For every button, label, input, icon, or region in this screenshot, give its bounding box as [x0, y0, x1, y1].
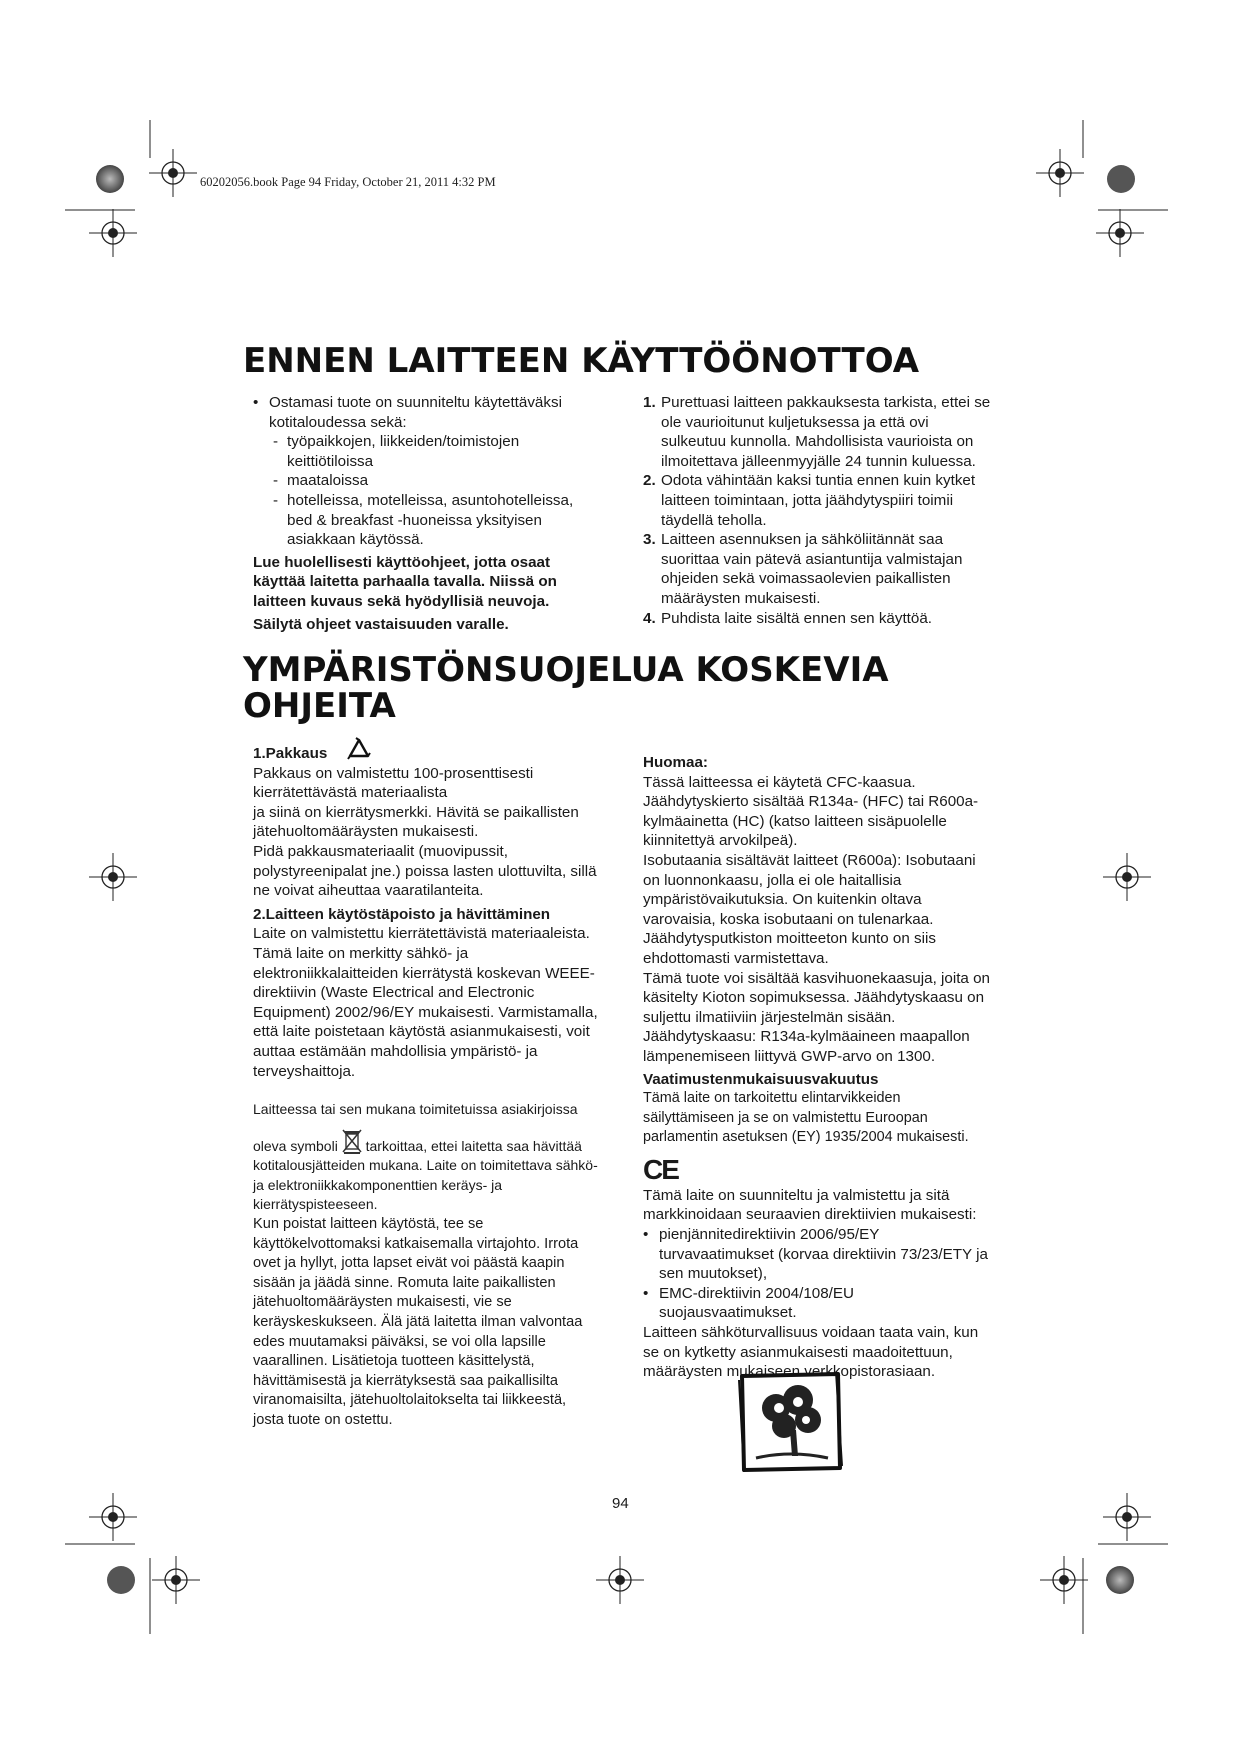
starburst-top-left: [96, 165, 124, 193]
packaging-text-3: Pidä pakkausmateriaalit (muovipussit, polystyreenipalat jne.) poissa lasten ulottuvilta, sillä ne voivat aiheuttaa vaaratilanteita.: [253, 842, 597, 900]
conformity-text-2: Tämä laite on suunniteltu ja valmistettu ja sitä markkinoidaan seuraavien direktiivien mukaisesti:: [643, 1186, 977, 1224]
packaging-text-1: Pakkaus on valmistettu 100-prosenttisesti kierrätettävästä materiaalista: [253, 764, 534, 802]
step-number: 4.: [643, 609, 656, 627]
weee-bin-icon: [342, 1128, 362, 1154]
disposal-text-3a: Laitteessa tai sen mukana toimitetuissa asiakirjoissa: [253, 1101, 578, 1118]
note-text-2: Isobutaania sisältävät laitteet (R600a): Isobutaani on luonnonkaasu, jolla ei ole haitallisia ympäristövaikutuksia. On kuitenkin oltava varovaisia, koska isobutaani on tulenarkaa. Jäähdytysputkiston moitteeton kunto on siis ehdottomasti varmistettava.: [643, 851, 976, 967]
intro-dash-3: - hotelleissa, motelleissa, asuntohotelleissa, bed & breakfast -huoneissa yksityisen asiakkaan käytössä.: [253, 491, 598, 550]
step-text: Odota vähintään kaksi tuntia ennen kuin kytket laitteen toimintaan, jotta jäähdytyspiiri toimii täydellä teholla.: [661, 472, 976, 529]
intro-bullet: • Ostamasi tuote on suunniteltu käytettäväksi kotitaloudessa sekä:: [253, 393, 598, 432]
recycle-icon: [346, 737, 372, 761]
step-4: [643, 609, 993, 629]
step-text: Purettuasi laitteen pakkauksesta tarkista, ettei se ole vaurioitunut kuljetuksessa ja että ovi sulkeutuu kunnolla. Mahdollisista vaurioista on ilmoitettava jälleenmyyjälle 24 tunnin kuluessa.: [661, 394, 991, 470]
steps-column: [643, 393, 993, 628]
step-number: 2.: [643, 472, 656, 490]
symbol-meaning: tarkoittaa, ettei laitetta saa hävittää kotitalousjätteiden mukana. Laite on toimitettava sähkö- ja elektroniikkakomponenttien keräys- ja kierrätyspisteeseen.: [253, 1137, 598, 1213]
disposal-text-3b: [253, 1137, 598, 1215]
conformity-text-3: Laitteen sähköturvallisuus voidaan taata vain, kun se on kytketty asianmukaisesti maadoitettuun, määräysten mukaiseen verkkopistorasiaan.: [643, 1324, 979, 1381]
disposal-text-2: Tämä laite on merkitty sähkö- ja elektroniikkalaitteiden kierrätystä koskevan WEEE-direktiivin (Waste Electrical and Electronic Equipment) 2002/96/EY mukaisesti. Varmistamalla, että laite poistetaan käytöstä asianmukaisesti, voit auttaa estämään mahdollisia ympäristö- ja terveyshaittoja.: [253, 944, 598, 1080]
conformity-bullet-1: • pienjännitedirektiivin 2006/95/EY turvavaatimukset (korvaa direktiivin 73/23/ETY ja sen muutokset),: [643, 1225, 993, 1284]
disposal-heading: 2.Laitteen käytöstäpoisto ja hävittäminen: [253, 905, 551, 923]
step-number: 3.: [643, 531, 656, 549]
step-3: [643, 530, 993, 608]
note-text-1: Tässä laitteessa ei käytetä CFC-kaasua. Jäähdytyskierto sisältää R134a- (HFC) tai R600a-kylmäainetta (HC) (katso laitteen sisäpuolelle kiinnitettyä arvokilpeä).: [643, 773, 979, 850]
intro-dash-1: - työpaikkojen, liikkeiden/toimistojen keittiötiloissa: [253, 432, 598, 471]
env-title-line-1: YMPÄRISTÖNSUOJELUA KOSKEVIA: [243, 650, 889, 690]
step-2: [643, 471, 993, 530]
book-header: 60202056.book Page 94 Friday, October 21, 2011 4:32 PM: [200, 175, 496, 189]
starburst-bottom-left: [107, 1566, 135, 1594]
conformity-heading: Vaatimustenmukaisuusvakuutus: [643, 1070, 879, 1088]
disposal-text-1: Laite on valmistettu kierrätettävistä materiaaleista.: [253, 925, 590, 943]
packaging-heading-text: 1.Pakkaus: [253, 745, 328, 762]
environment-tree-logo: [736, 1370, 846, 1474]
step-text: Laitteen asennuksen ja sähköliitännät saa suorittaa vain pätevä asiantuntija valmistajan ohjeiden sekä voimassaolevien paikallisten määräysten mukaisesti.: [661, 531, 963, 607]
disposal-text-4: Kun poistat laitteen käytöstä, tee se käyttökelvottomaksi katkaisemalla virtajohto. Irrota ovet ja hyllyt, jotta lapset eivät voi päästä kaapin sisään ja jäädä sinne. Romuta laite paikallisten jätehuoltomääräysten mukaisesti, vie se keräyskeskukseen. Älä jätä laitetta ilman valvontaa edes muutamaksi päiväksi, se voi olla lapsille vaarallinen. Lisätietoja tuotteen käsittelystä, hävittämisestä ja kierrätyksestä saa paikallisilta viranomaisilta, jätehuoltolaitokselta tai liikkeestä, josta tuote on ostettu.: [253, 1216, 583, 1428]
ce-mark: CE: [643, 1153, 678, 1185]
step-1: [643, 393, 993, 471]
symbol-prefix: oleva symboli: [253, 1137, 338, 1154]
read-instructions: Lue huolellisesti käyttöohjeet, jotta osaat käyttää laitetta parhaalla tavalla. Niissä on laitteen kuvaus sekä hyödyllisiä neuvoja.: [253, 553, 557, 610]
starburst-bottom-right: [1106, 1566, 1134, 1594]
conformity-bullet-2: • EMC-direktiivin 2004/108/EU suojausvaatimukset.: [643, 1284, 993, 1323]
keep-instructions: Säilytä ohjeet vastaisuuden varalle.: [253, 615, 509, 633]
packaging-text-2: ja siinä on kierrätysmerkki. Hävitä se paikallisten jätehuoltomääräysten mukaisesti.: [253, 803, 579, 841]
environment-right-column: [643, 753, 993, 1382]
page-number: 94: [612, 1495, 629, 1512]
intro-column: [253, 393, 598, 634]
step-number: 1.: [643, 394, 656, 411]
step-text: Puhdista laite sisältä ennen sen käyttöä.: [661, 609, 933, 627]
conformity-text-1: Tämä laite on tarkoitettu elintarvikkeiden säilyttämiseen ja se on valmistettu Euroopan parlamentin asetuksen (EY) 1935/2004 mukaisesti.: [643, 1090, 969, 1146]
packaging-heading: [253, 744, 598, 764]
note-text-3: Tämä tuote voi sisältää kasvihuonekaasuja, joita on käsitelty Kioton sopimuksessa. Jäähdytyskaasu on suljettu ilmatiiviin järjestelmän sisään. Jäähdytyskaasu: R134a-kylmäaineen maapallon lämpenemiseen liittyvä GWP-arvo on 1300.: [643, 969, 990, 1065]
page-title-before-use: ENNEN LAITTEEN KÄYTTÖÖNOTTOA: [243, 341, 920, 381]
environment-left-column: [253, 744, 598, 1431]
intro-dash-2: - maataloissa: [253, 471, 598, 491]
env-title-line-2: OHJEITA: [243, 686, 396, 726]
starburst-top-right: [1107, 165, 1135, 193]
note-heading: Huomaa:: [643, 754, 708, 771]
